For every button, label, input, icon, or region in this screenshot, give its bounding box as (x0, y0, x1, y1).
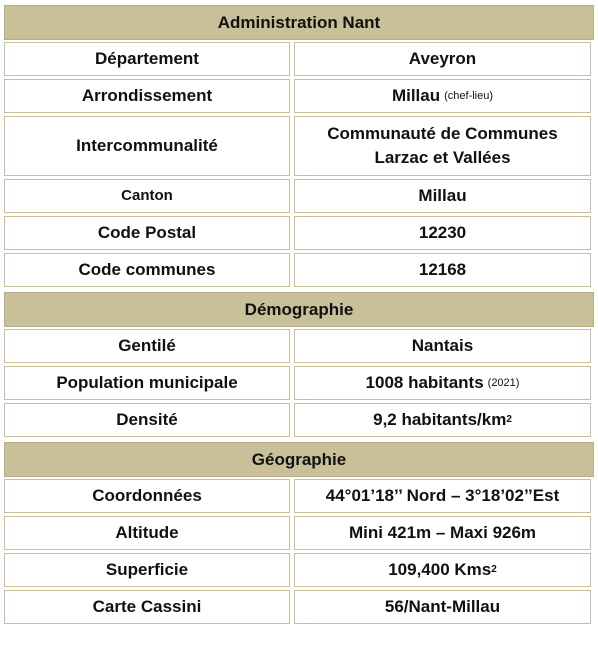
table-row (4, 116, 594, 179)
row-label-altitude: Altitude (4, 516, 290, 550)
arrondissement-value: Millau (391, 86, 441, 105)
population-value: 1008 habitants (365, 373, 484, 392)
row-value-population (294, 366, 591, 400)
densite-value: 9,2 habitants/km (373, 410, 507, 429)
section-header-demographie: Démographie (4, 292, 594, 327)
arrondissement-note: (chef-lieu) (444, 90, 494, 102)
row-value-departement: Aveyron (294, 42, 591, 76)
row-label-code-postal: Code Postal (4, 216, 290, 250)
table-row (4, 179, 594, 216)
row-value-altitude: Mini 421m – Maxi 926m (294, 516, 591, 550)
table-row (4, 403, 594, 440)
row-label-intercommunalite: Intercommunalité (4, 116, 290, 176)
row-label-coordonnees: Coordonnées (4, 479, 290, 513)
table-row (4, 79, 594, 116)
row-value-densite: 9,2 habitants/km 2 (294, 403, 591, 437)
table-row (4, 479, 594, 516)
row-value-canton: Millau (294, 179, 591, 213)
row-value-superficie: 109,400 Kms 2 (294, 553, 591, 587)
row-label-densite: Densité (4, 403, 290, 437)
section-header-administration: Administration Nant (4, 5, 594, 40)
table-row (4, 329, 594, 366)
row-value-coordonnees: 44°01’18’’ Nord – 3°18’02’’Est (294, 479, 591, 513)
section-header-geographie: Géographie (4, 442, 594, 477)
table-row (4, 516, 594, 553)
superficie-value: 109,400 Kms (388, 560, 492, 579)
row-value-gentile: Nantais (294, 329, 591, 363)
row-label-carte-cassini: Carte Cassini (4, 590, 290, 624)
row-value-code-postal: 12230 (294, 216, 591, 250)
row-label-code-communes: Code communes (4, 253, 290, 287)
population-year: (2021) (487, 377, 520, 389)
table-row (4, 42, 594, 79)
row-value-arrondissement (294, 79, 591, 113)
row-label-gentile: Gentilé (4, 329, 290, 363)
table-row (4, 253, 594, 290)
row-value-code-communes: 12168 (294, 253, 591, 287)
intercommunalite-line1: Communauté de Communes (327, 124, 558, 143)
row-value-intercommunalite (294, 116, 591, 176)
intercommunalite-line2: Larzac et Vallées (374, 148, 511, 167)
table-row (4, 216, 594, 253)
row-label-arrondissement: Arrondissement (4, 79, 290, 113)
row-label-canton: Canton (4, 179, 290, 213)
row-label-superficie: Superficie (4, 553, 290, 587)
table-row (4, 553, 594, 590)
table-row (4, 366, 594, 403)
table-row (4, 590, 594, 627)
row-value-carte-cassini: 56/Nant-Millau (294, 590, 591, 624)
row-label-population: Population municipale (4, 366, 290, 400)
row-label-departement: Département (4, 42, 290, 76)
